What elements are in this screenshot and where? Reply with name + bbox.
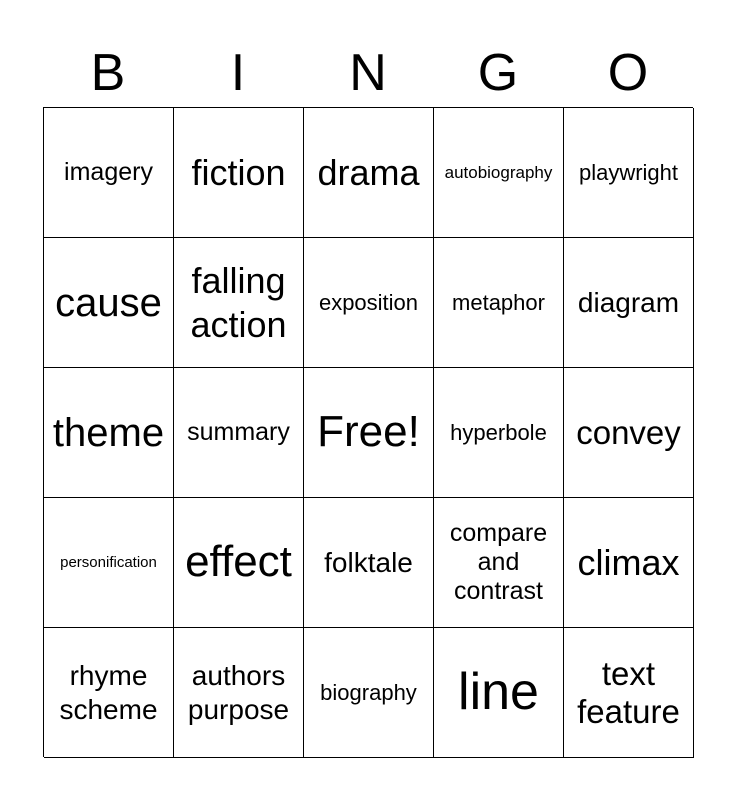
cell-text: autobiography <box>444 162 553 182</box>
bingo-board <box>43 107 693 757</box>
cell-text: playwright <box>578 159 679 185</box>
cell-text: summary <box>187 418 290 447</box>
bingo-cell[interactable] <box>304 108 434 238</box>
cell-text: convey <box>576 413 681 451</box>
header-letter-n: N <box>349 44 387 102</box>
bingo-cell[interactable] <box>564 238 694 368</box>
bingo-cell[interactable] <box>304 238 434 368</box>
header-letter-g: G <box>477 44 519 102</box>
bingo-cell[interactable] <box>434 498 564 628</box>
bingo-cell[interactable] <box>434 628 564 758</box>
cell-text: fiction <box>191 151 286 193</box>
bingo-cell[interactable] <box>44 108 174 238</box>
cell-text: cause <box>55 280 162 325</box>
cell-text: biography <box>320 679 417 705</box>
bingo-cell[interactable] <box>564 108 694 238</box>
bingo-cell[interactable] <box>44 368 174 498</box>
bingo-cell[interactable] <box>174 108 304 238</box>
cell-text: authors purpose <box>187 659 290 725</box>
bingo-cell[interactable] <box>304 628 434 758</box>
cell-text: personification <box>60 553 157 571</box>
bingo-cell[interactable] <box>174 368 304 498</box>
cell-text: theme <box>52 410 165 455</box>
bingo-cell[interactable] <box>174 498 304 628</box>
cell-text: drama <box>317 151 420 193</box>
header-letter-b: B <box>90 44 126 102</box>
bingo-cell[interactable] <box>44 628 174 758</box>
bingo-cell[interactable] <box>434 238 564 368</box>
cell-text: Free! <box>317 407 420 457</box>
header-letter-i: I <box>230 44 246 102</box>
header-letter-o: O <box>607 44 649 102</box>
cell-text: hyperbole <box>450 419 547 445</box>
bingo-cell[interactable] <box>44 238 174 368</box>
bingo-cell[interactable] <box>434 368 564 498</box>
bingo-cell[interactable] <box>44 498 174 628</box>
cell-text: folktale <box>324 546 413 578</box>
cell-text: falling action <box>190 260 287 345</box>
bingo-cell[interactable] <box>564 368 694 498</box>
bingo-cell[interactable] <box>434 108 564 238</box>
bingo-cell[interactable] <box>304 498 434 628</box>
free-space[interactable] <box>304 368 434 498</box>
cell-text: metaphor <box>452 289 545 315</box>
cell-text: imagery <box>64 158 153 187</box>
bingo-cell[interactable] <box>564 498 694 628</box>
bingo-cell[interactable] <box>564 628 694 758</box>
cell-text: diagram <box>577 286 680 318</box>
cell-text: exposition <box>318 289 419 315</box>
cell-text: rhyme scheme <box>59 659 158 725</box>
cell-text: effect <box>185 537 292 587</box>
cell-text: text feature <box>577 654 680 730</box>
cell-text: line <box>458 663 539 722</box>
cell-text: climax <box>577 541 680 583</box>
bingo-cell[interactable] <box>174 628 304 758</box>
bingo-header <box>43 38 693 108</box>
cell-text: compare and contrast <box>449 519 548 605</box>
bingo-cell[interactable] <box>174 238 304 368</box>
